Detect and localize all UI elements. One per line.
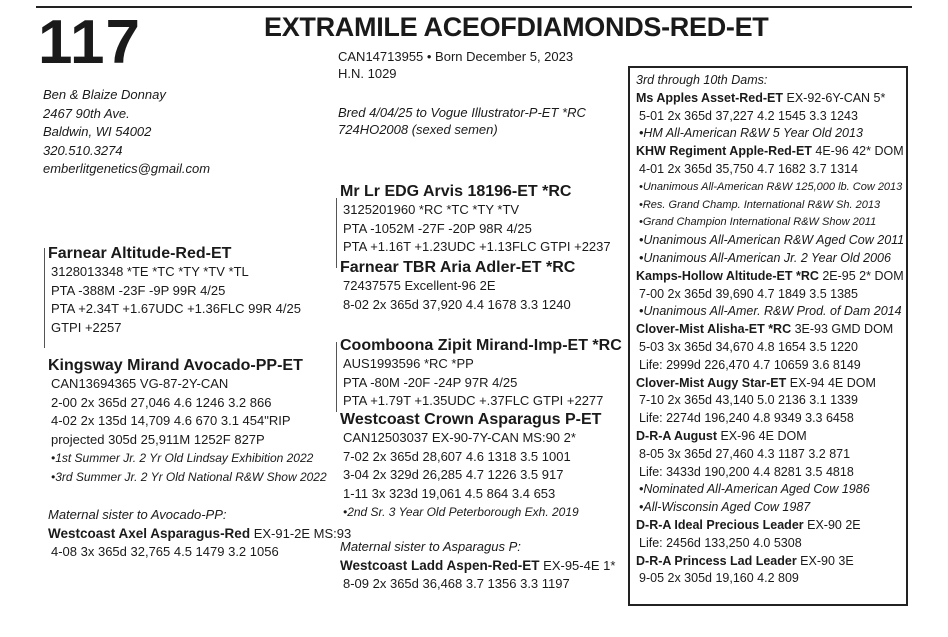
dam-entry-score: 4E-96 42* DOM: [811, 144, 904, 159]
dam-entry-name: KHW Regiment Apple-Red-ET: [636, 144, 812, 159]
maternal-sister-asparagus: [340, 538, 615, 594]
dam-entry-honor: •Res. Grand Champ. International R&W Sh. 2013: [639, 198, 881, 211]
maternal-sister-score: EX-95-4E 1*: [539, 557, 616, 573]
bred-line: Bred 4/04/25 to Vogue Illustrator-P-ET *RC: [338, 105, 586, 120]
owner-line: 2467 90th Ave.: [43, 105, 130, 121]
dam-entry-record: 8-05 3x 365d 27,460 4.3 1187 3.2 871: [639, 446, 851, 461]
dam-entry: [636, 517, 900, 535]
dam-entry-score: EX-92-6Y-CAN 5*: [783, 90, 886, 105]
dam-entry: [636, 268, 904, 286]
dam-line: CAN13694365 VG-87-2Y-CAN: [51, 376, 229, 391]
pedigree-connector: [336, 198, 337, 268]
dam-entry-score: EX-94 4E DOM: [786, 375, 876, 390]
maternal-sister-avocado: [48, 506, 351, 562]
dam-sire-block: [340, 336, 622, 411]
sire-line: GTPI +2257: [51, 319, 122, 335]
sire-line: PTA +2.34T +1.67UDC +1.36FLC 99R 4/25: [51, 301, 301, 316]
dam-entry-score: EX-96 4E DOM: [717, 428, 807, 443]
dam-entry: [636, 428, 900, 446]
sire-line: 3128013348 *TE *TC *TY *TV *TL: [51, 264, 249, 279]
dam-line: projected 305d 25,911M 1252F 827P: [51, 431, 265, 447]
dam-entry-record: 9-05 2x 305d 19,160 4.2 809: [639, 571, 799, 586]
dam-entry-record: Life: 3433d 190,200 4.4 8281 3.5 4818: [639, 464, 854, 479]
dam-dam-block: [340, 410, 601, 522]
dam-entry: [636, 375, 900, 393]
dam-entry-score: 2E-95 2* DOM: [818, 268, 904, 283]
dam-sire-name: Coomboona Zipit Mirand-Imp-ET *RC: [340, 337, 622, 354]
dam-entry-honor: •Unanimous All-American R&W 125,000 lb. Cow 2013: [639, 180, 903, 193]
sire-sire-line: 3125201960 *RC *TC *TY *TV: [343, 202, 520, 217]
owner-line: emberlitgenetics@gmail.com: [43, 161, 211, 176]
dam-sire-line: PTA +1.79T +1.35UDC +.37FLC GTPI +2277: [343, 393, 604, 408]
animal-name: EXTRAMILE ACEOFDIAMONDS-RED-ET: [264, 12, 769, 42]
maternal-sister-record: 8-09 2x 365d 36,468 3.7 1356 3.3 1197: [343, 576, 570, 591]
dam-entry-honor: •All-Wisconsin Aged Cow 1987: [639, 500, 811, 515]
dam-entry-honor: •Grand Champion International R&W Show 2011: [639, 216, 877, 229]
breeding-info: [338, 104, 586, 138]
dam-entry-record: 7-10 2x 365d 43,140 5.0 2136 3.1 1339: [639, 393, 858, 408]
registration-info: [338, 48, 573, 82]
dam-entry-honor: •HM All-American R&W 5 Year Old 2013: [639, 126, 863, 141]
extended-dams-box: [628, 66, 908, 606]
dam-block: [48, 356, 327, 486]
dam-entry-name: D-R-A August: [636, 428, 717, 443]
dam-name: Kingsway Mirand Avocado-PP-ET: [48, 357, 303, 374]
dam-entry-name: Kamps-Hollow Altitude-ET *RC: [636, 268, 819, 283]
pedigree-connector: [44, 248, 45, 348]
maternal-sister-record: 4-08 3x 365d 32,765 4.5 1479 3.2 1056: [51, 544, 279, 559]
owner-line: Baldwin, WI 54002: [43, 124, 152, 139]
dam-entry-name: Clover-Mist Alisha-ET *RC: [636, 322, 792, 337]
dam-entry: [636, 90, 900, 108]
dam-dam-line: 1-11 3x 323d 19,061 4.5 864 3.4 653: [343, 485, 556, 501]
dam-sire-line: PTA -80M -20F -24P 97R 4/25: [343, 374, 518, 390]
top-rule: [36, 6, 912, 8]
dam-entry-name: Ms Apples Asset-Red-ET: [636, 90, 784, 105]
dam-entry-name: Clover-Mist Augy Star-ET: [636, 375, 787, 390]
sire-sire-block: [340, 182, 611, 257]
dam-dam-name: Westcoast Crown Asparagus P-ET: [340, 411, 602, 428]
sire-name: Farnear Altitude-Red-ET: [48, 245, 232, 262]
dam-entry-name: D-R-A Princess Lad Leader: [636, 553, 797, 568]
dam-dam-honor: •2nd Sr. 3 Year Old Peterborough Exh. 2019: [343, 505, 579, 519]
dam-honor: •3rd Summer Jr. 2 Yr Old National R&W Show 2022: [51, 469, 327, 484]
pedigree-connector: [336, 342, 337, 412]
owner-info: [43, 86, 210, 179]
dam-honor: •1st Summer Jr. 2 Yr Old Lindsay Exhibition 2022: [51, 451, 314, 465]
sire-dam-line: 72437575 Excellent-96 2E: [343, 278, 496, 293]
sire-dam-name: Farnear TBR Aria Adler-ET *RC: [340, 259, 576, 276]
dam-entry-record: 5-03 3x 365d 34,670 4.8 1654 3.5 1220: [639, 339, 858, 354]
dam-entry-record: Life: 2456d 133,250 4.0 5308: [639, 535, 802, 550]
dam-sire-line: AUS1993596 *RC *PP: [343, 356, 474, 371]
dam-entry-honor: •Unanimous All-American R&W Aged Cow 2011: [639, 233, 905, 248]
lot-number: 117: [38, 8, 142, 77]
dam-dam-line: 3-04 2x 329d 26,285 4.7 1226 3.5 917: [343, 467, 564, 482]
dam-entry-honor: •Nominated All-American Aged Cow 1986: [639, 482, 870, 497]
dam-entry-record: 5-01 2x 365d 37,227 4.2 1545 3.3 1243: [639, 108, 858, 123]
dam-dam-line: 7-02 2x 365d 28,607 4.6 1318 3.5 1001: [343, 448, 571, 464]
herd-number: H.N. 1029: [338, 66, 397, 81]
dam-dam-line: CAN12503037 EX-90-7Y-CAN MS:90 2*: [343, 430, 576, 445]
owner-line: 320.510.3274: [43, 142, 123, 158]
sire-dam-block: [340, 258, 575, 314]
dam-entry: [636, 321, 900, 339]
maternal-sister-label: Maternal sister to Avocado-PP:: [48, 507, 227, 522]
sire-sire-line: PTA -1052M -27F -20P 98R 4/25: [343, 220, 532, 236]
maternal-sister-name: Westcoast Axel Asparagus-Red: [48, 525, 251, 541]
dam-entry-score: EX-90 3E: [796, 553, 854, 568]
dam-entry-score: 3E-93 GMD DOM: [791, 322, 894, 337]
sire-sire-name: Mr Lr EDG Arvis 18196-ET *RC: [340, 183, 572, 200]
dam-entry-honor: •Unanimous All-Amer. R&W Prod. of Dam 2014: [639, 304, 902, 319]
dam-line: 2-00 2x 365d 27,046 4.6 1246 3.2 866: [51, 394, 272, 410]
sire-dam-line: 8-02 2x 365d 37,920 4.4 1678 3.3 1240: [343, 296, 571, 312]
dam-entry-name: D-R-A Ideal Precious Leader: [636, 517, 804, 532]
dams-header: 3rd through 10th Dams:: [636, 73, 768, 87]
dam-entry-score: EX-90 2E: [803, 517, 861, 532]
maternal-sister-label: Maternal sister to Asparagus P:: [340, 539, 521, 554]
sire-sire-line: PTA +1.16T +1.23UDC +1.13FLC GTPI +2237: [343, 239, 611, 254]
dam-entry-record: Life: 2274d 196,240 4.8 9349 3.3 6458: [639, 411, 854, 426]
bred-line: 724HO2008 (sexed semen): [338, 122, 498, 137]
maternal-sister-name: Westcoast Ladd Aspen-Red-ET: [340, 557, 540, 573]
owner-line: Ben & Blaize Donnay: [43, 87, 166, 102]
registration-line: CAN14713955 • Born December 5, 2023: [338, 49, 574, 64]
dam-entry-honor: •Unanimous All-American Jr. 2 Year Old 2006: [639, 250, 891, 265]
maternal-sister-score: EX-91-2E MS:93: [250, 525, 352, 541]
dam-entry: [636, 143, 904, 161]
dam-line: 4-02 2x 135d 14,709 4.6 670 3.1 454"RIP: [51, 413, 291, 428]
sire-line: PTA -388M -23F -9P 99R 4/25: [51, 282, 226, 298]
dam-entry-record: Life: 2999d 226,470 4.7 10659 3.6 8149: [639, 357, 861, 372]
dam-entry-record: 7-00 2x 365d 39,690 4.7 1849 3.5 1385: [639, 286, 858, 301]
dam-entry-record: 4-01 2x 365d 35,750 4.7 1682 3.7 1314: [639, 161, 858, 176]
dam-entry: [636, 553, 900, 571]
sire-block: [48, 244, 301, 337]
